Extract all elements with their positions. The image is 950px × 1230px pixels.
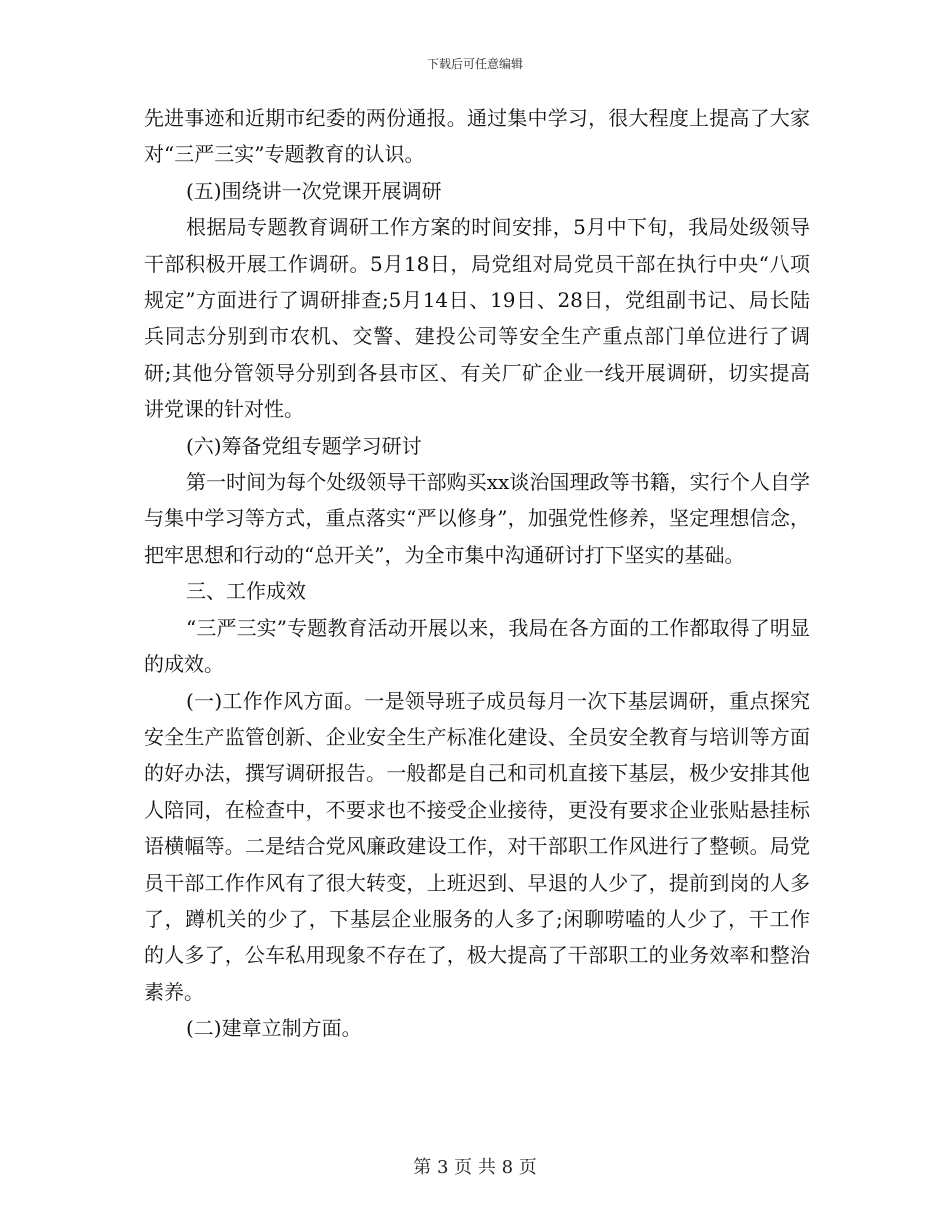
section-heading: (二)建章立制方面。 bbox=[186, 1016, 362, 1041]
section-heading: (六)筹备党组专题学习研讨 bbox=[186, 433, 422, 458]
section-heading: 三、工作成效 bbox=[186, 579, 306, 604]
paragraph: 第一时间为每个处级领导干部购买xx谈治国理政等书籍，实行个人自学与集中学习等方式，重点落实“严以修身”，加强党性修养，坚定理想信念，把牢思想和行动的“总开关”，为全市集中沟通研讨打下坚实的基础。 bbox=[144, 470, 810, 567]
page-header: 下载后可任意编辑 bbox=[426, 57, 523, 71]
paragraph: “三严三实”专题教育活动开展以来，我局在各方面的工作都取得了明显的成效。 bbox=[144, 615, 810, 677]
paragraph: 根据局专题教育调研工作方案的时间安排，5月中下旬，我局处级领导干部积极开展工作调研。5月18日，局党组对局党员干部在执行中央“八项规定”方面进行了调研排查;5月14日、19日、28日，党组副书记、局长陆兵同志分别到市农机、交警、建投公司等安全生产重点部门单位进行了调研;其他分管领导分别到各县市区、有关厂矿企业一线开展调研，切实提高讲党课的针对性。 bbox=[144, 215, 810, 422]
page-number-footer: 第 3 页 共 8 页 bbox=[413, 1157, 537, 1178]
paragraph: (一)工作作风方面。一是领导班子成员每月一次下基层调研，重点探究安全生产监管创新、企业安全生产标准化建设、全员安全教育与培训等方面的好办法，撰写调研报告。一般都是自己和司机直接下基层，极少安排其他人陪同，在检查中，不要求也不接受企业接待，更没有要求企业张贴悬挂标语横幅等。二是结合党风廉政建设工作，对干部职工作风进行了整顿。局党员干部工作作风有了很大转变，上班迟到、早退的人少了，提前到岗的人多了，蹲机关的少了，下基层企业服务的人多了;闲聊唠嗑的人少了，干工作的人多了，公车私用现象不存在了，极大提高了干部职工的业务效率和整治素养。 bbox=[144, 688, 810, 1004]
section-heading: (五)围绕讲一次党课开展调研 bbox=[186, 178, 442, 203]
document-body bbox=[144, 100, 810, 1047]
paragraph: 先进事迹和近期市纪委的两份通报。通过集中学习，很大程度上提高了大家对“三严三实”专题教育的认识。 bbox=[144, 106, 810, 167]
